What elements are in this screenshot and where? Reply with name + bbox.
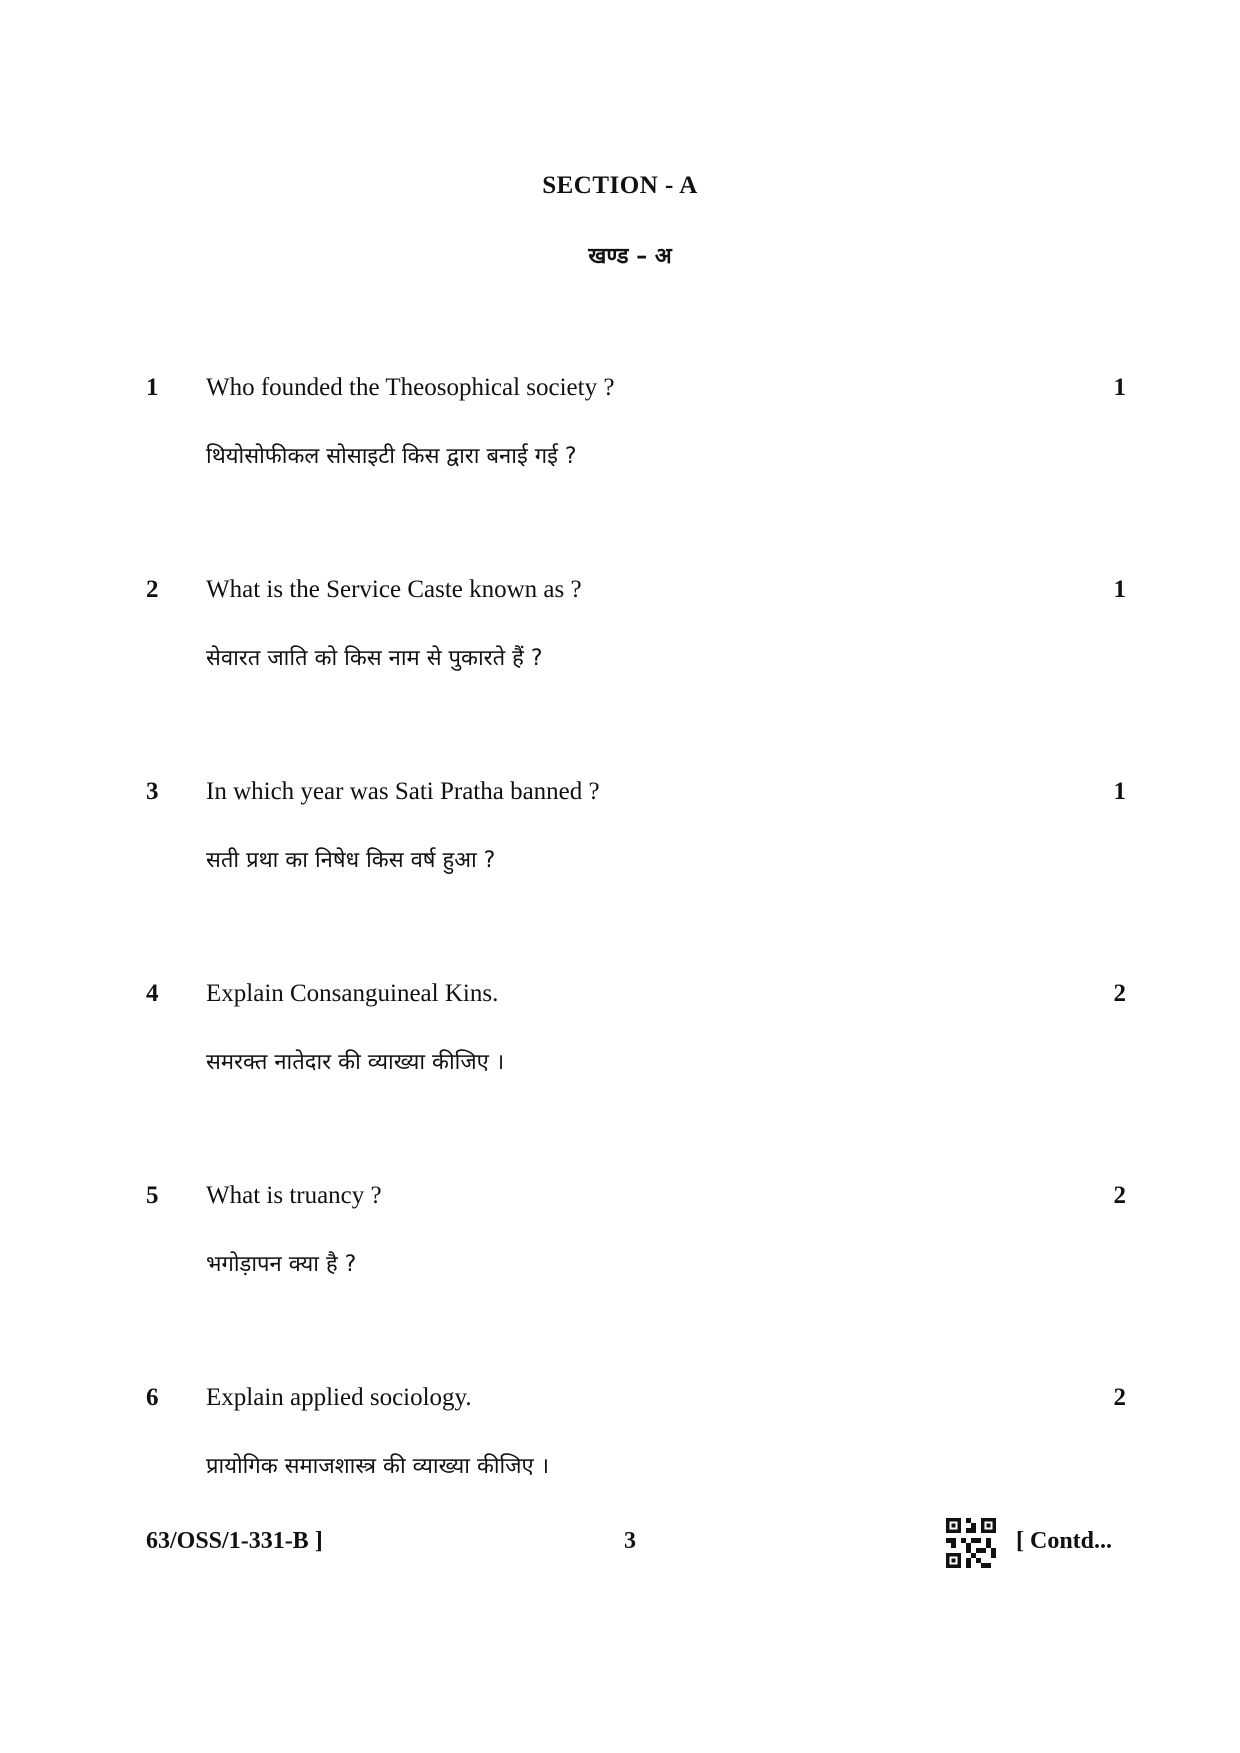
question-number: 2 <box>146 576 159 603</box>
question-text-english: In which year was Sati Pratha banned ? <box>206 778 600 805</box>
question-number: 4 <box>146 980 159 1007</box>
question-text-hindi: थियोसोफीकल सोसाइटी किस द्वारा बनाई गई ? <box>206 444 577 469</box>
question-number: 5 <box>146 1182 159 1209</box>
question-marks: 2 <box>1113 980 1126 1007</box>
question-marks: 2 <box>1113 1182 1126 1209</box>
question-2 <box>0 576 1240 696</box>
question-text-hindi: सती प्रथा का निषेध किस वर्ष हुआ ? <box>206 848 496 873</box>
question-number: 1 <box>146 374 159 401</box>
question-text-english: Explain Consanguineal Kins. <box>206 980 499 1007</box>
section-title: SECTION - A <box>542 172 698 199</box>
question-text-english: What is truancy ? <box>206 1182 382 1209</box>
question-text-hindi: सेवारत जाति को किस नाम से पुकारते हैं ? <box>206 646 543 671</box>
question-number: 3 <box>146 778 159 805</box>
question-marks: 2 <box>1113 1384 1126 1411</box>
question-text-hindi: प्रायोगिक समाजशास्त्र की व्याख्या कीजिए । <box>206 1454 550 1479</box>
question-5 <box>0 1182 1240 1302</box>
question-6 <box>0 1384 1240 1504</box>
question-number: 6 <box>146 1384 159 1411</box>
page-footer <box>0 1528 1240 1578</box>
paper-code: 63/OSS/1-331-B ] <box>146 1528 323 1554</box>
question-1 <box>0 374 1240 494</box>
question-text-english: Who founded the Theosophical society ? <box>206 374 615 401</box>
qr-code-icon <box>946 1518 996 1568</box>
question-text-hindi: समरक्त नातेदार की व्याख्या कीजिए । <box>206 1050 505 1075</box>
question-text-hindi: भगोड़ापन क्या है ? <box>206 1252 357 1277</box>
question-marks: 1 <box>1113 576 1126 603</box>
question-3 <box>0 778 1240 898</box>
question-marks: 1 <box>1113 778 1126 805</box>
section-title-hindi: खण्ड – अ <box>588 244 672 269</box>
page-number: 3 <box>624 1528 636 1554</box>
question-text-english: Explain applied sociology. <box>206 1384 472 1411</box>
continued-label: [ Contd... <box>1016 1528 1113 1554</box>
question-marks: 1 <box>1113 374 1126 401</box>
question-text-english: What is the Service Caste known as ? <box>206 576 582 603</box>
question-4 <box>0 980 1240 1100</box>
